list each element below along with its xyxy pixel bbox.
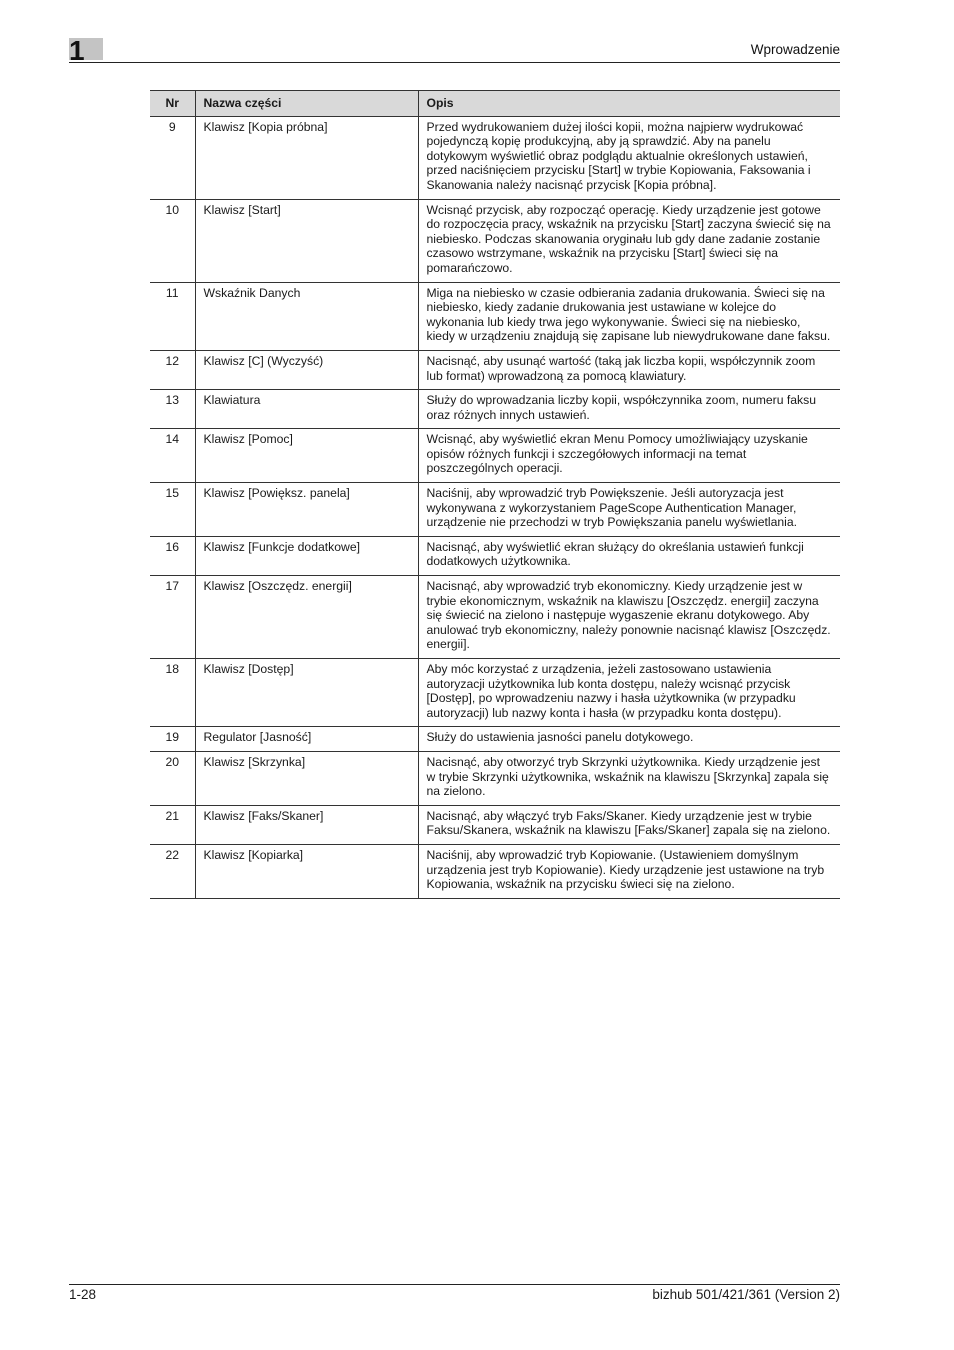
part-name-cell: Klawiatura (195, 390, 418, 429)
description-cell: Nacisnąć, aby usunąć wartość (taką jak liczba kopii, współczynnik zoom lub format) wprowadzoną za pomocą klawiatury. (418, 350, 840, 389)
table-row (150, 727, 840, 752)
description-cell: Służy do wprowadzania liczby kopii, współczynnika zoom, numeru faksu oraz różnych innych ustawień. (418, 390, 840, 429)
chapter-number: 1 (69, 35, 85, 66)
part-name-cell: Klawisz [Dostęp] (195, 659, 418, 727)
part-name-cell: Klawisz [Faks/Skaner] (195, 805, 418, 844)
page-number: 1-28 (69, 1287, 97, 1302)
description-cell: Aby móc korzystać z urządzenia, jeżeli zastosowano ustawienia autoryzacji użytkownika lub konta dostępu, należy wcisnąć przycisk [Dostęp], po wprowadzeniu nazwy i hasła użytkownika (w przypadku autoryzacji) lub nazwy konta i hasła (w przypadku konta dostępu). (418, 659, 840, 727)
table-row (150, 483, 840, 537)
row-number-cell: 13 (150, 390, 195, 429)
table-row (150, 282, 840, 350)
description-cell: Nacisnąć, aby otworzyć tryb Skrzynki użytkownika. Kiedy urządzenie jest w trybie Skrzynki użytkownika, wskaźnik na klawiszu [Skrzynka] zapala się na zielono. (418, 751, 840, 805)
description-cell: Miga na niebiesko w czasie odbierania zadania drukowania. Świeci się na niebiesko, kiedy zadanie drukowania jest ustawiane w kolejce do wykonania lub kiedy trwa jego wykonywanie. Świeci się na niebiesko, kiedy w urządzeniu znajdują się zapisane lub niewydrukowane dane faksu. (418, 282, 840, 350)
column-header-name: Nazwa części (195, 91, 418, 117)
row-number-cell: 17 (150, 576, 195, 659)
parts-table (150, 90, 840, 899)
table-header-row (150, 91, 840, 117)
header-divider (69, 62, 840, 63)
row-number-cell: 19 (150, 727, 195, 752)
table-row (150, 659, 840, 727)
row-number-cell: 21 (150, 805, 195, 844)
table-row (150, 350, 840, 389)
table-row (150, 429, 840, 483)
table-row (150, 199, 840, 282)
part-name-cell: Klawisz [Kopia próbna] (195, 116, 418, 199)
part-name-cell: Regulator [Jasność] (195, 727, 418, 752)
product-name: bizhub 501/421/361 (Version 2) (652, 1287, 840, 1302)
row-number-cell: 20 (150, 751, 195, 805)
description-cell: Służy do ustawienia jasności panelu dotykowego. (418, 727, 840, 752)
description-cell: Nacisnąć, aby wprowadzić tryb ekonomiczny. Kiedy urządzenie jest w trybie ekonomicznym, wskaźnik na klawiszu [Oszczędz. energii] zaczyna się świecić na zielono i następuje wygaszenie ekranu dotykowego. Aby anulować tryb ekonomiczny, należy ponownie nacisnąć klawisz [Oszczędz. energii]. (418, 576, 840, 659)
table-row (150, 751, 840, 805)
description-cell: Naciśnij, aby wprowadzić tryb Kopiowanie. (Ustawieniem domyślnym urządzenia jest tryb Kopiowanie). Kiedy urządzenie jest ustawione na tryb Kopiowania, wskaźnik na przycisku świeci się na zielono. (418, 844, 840, 898)
row-number-cell: 18 (150, 659, 195, 727)
table-row (150, 116, 840, 199)
row-number-cell: 12 (150, 350, 195, 389)
row-number-cell: 22 (150, 844, 195, 898)
row-number-cell: 15 (150, 483, 195, 537)
description-cell: Nacisnąć, aby włączyć tryb Faks/Skaner. Kiedy urządzenie jest w trybie Faksu/Skanera, wskaźnik na klawiszu [Faks/Skaner] zapala się na zielono. (418, 805, 840, 844)
row-number-cell: 10 (150, 199, 195, 282)
row-number-cell: 11 (150, 282, 195, 350)
description-cell: Przed wydrukowaniem dużej ilości kopii, można najpierw wydrukować pojedynczą kopię produkcyjną, aby ją sprawdzić. Aby na panelu dotykowym wyświetlić obraz podglądu aktualnie określonych ustawień, przed naciśnięciem przycisku [Start] w trybie Kopiowania, Faksowania i Skanowania należy nacisnąć przycisk [Kopia próbna]. (418, 116, 840, 199)
part-name-cell: Klawisz [Oszczędz. energii] (195, 576, 418, 659)
column-header-nr: Nr (150, 91, 195, 117)
description-cell: Naciśnij, aby wprowadzić tryb Powiększenie. Jeśli autoryzacja jest wykonywana z wykorzystaniem PageScope Authentication Manager, urządzenie nie przechodzi w tryb Powiększania panelu wyświetlania. (418, 483, 840, 537)
part-name-cell: Klawisz [Kopiarka] (195, 844, 418, 898)
section-title: Wprowadzenie (750, 42, 840, 57)
description-cell: Nacisnąć, aby wyświetlić ekran służący do określania ustawień funkcji dodatkowych użytkownika. (418, 536, 840, 575)
part-name-cell: Klawisz [Powiększ. panela] (195, 483, 418, 537)
description-cell: Wcisnąć przycisk, aby rozpocząć operację. Kiedy urządzenie jest gotowe do rozpoczęcia pracy, wskaźnik na przycisku [Start] zaczyna świecić się na niebiesko. Podczas skanowania oryginału lub gdy dane zadanie zostanie czasowo wstrzymane, wskaźnik na przycisku [Start] świeci się na pomarańczowo. (418, 199, 840, 282)
table-row (150, 390, 840, 429)
description-cell: Wcisnąć, aby wyświetlić ekran Menu Pomocy umożliwiający uzyskanie opisów różnych funkcji i szczegółowych informacji na temat poszczególnych operacji. (418, 429, 840, 483)
footer-divider (69, 1284, 840, 1285)
table-row (150, 536, 840, 575)
table-row (150, 576, 840, 659)
part-name-cell: Wskaźnik Danych (195, 282, 418, 350)
part-name-cell: Klawisz [Funkcje dodatkowe] (195, 536, 418, 575)
row-number-cell: 14 (150, 429, 195, 483)
part-name-cell: Klawisz [C] (Wyczyść) (195, 350, 418, 389)
row-number-cell: 9 (150, 116, 195, 199)
table-row (150, 844, 840, 898)
table-row (150, 805, 840, 844)
column-header-description: Opis (418, 91, 840, 117)
row-number-cell: 16 (150, 536, 195, 575)
part-name-cell: Klawisz [Start] (195, 199, 418, 282)
part-name-cell: Klawisz [Skrzynka] (195, 751, 418, 805)
part-name-cell: Klawisz [Pomoc] (195, 429, 418, 483)
